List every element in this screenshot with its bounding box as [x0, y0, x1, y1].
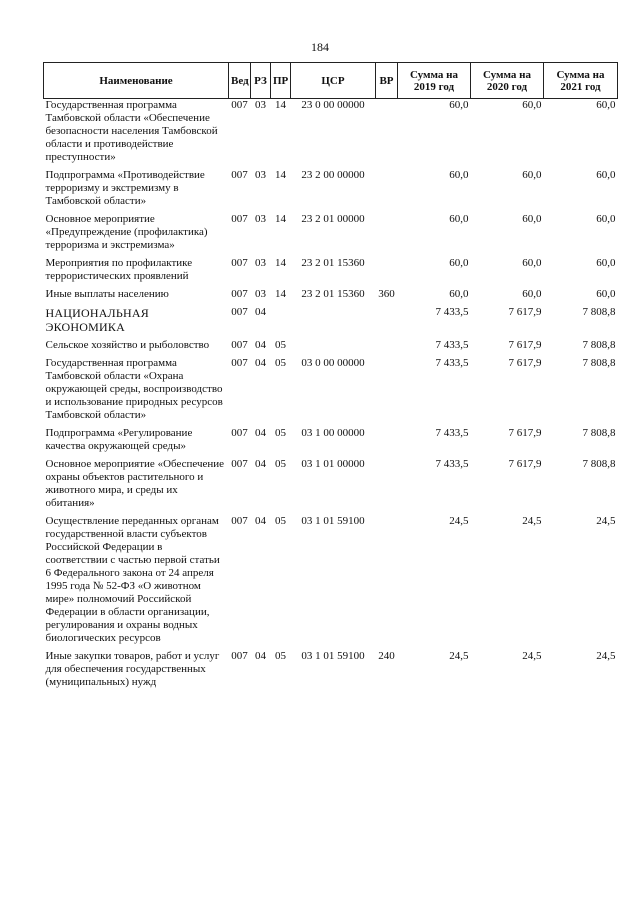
header-vr: ВР — [376, 63, 398, 99]
cell-ved: 007 — [231, 213, 248, 225]
cell-rz: 03 — [255, 169, 266, 181]
cell-rz: 04 — [255, 357, 266, 369]
cell-y2020: 60,0 — [522, 288, 542, 300]
cell-y2021: 7 808,8 — [582, 306, 616, 318]
cell-csr — [291, 306, 376, 339]
cell-csr: 03 0 00 00000 — [301, 357, 365, 369]
header-2020: Сумма на 2020 год — [471, 63, 544, 99]
cell-name: Мероприятия по профилактике террористических проявлений — [45, 257, 193, 282]
cell-name: Иные закупки товаров, работ и услуг для обеспечения государственных (муниципальных) нужд — [45, 650, 220, 688]
cell-csr: 03 1 01 59100 — [301, 650, 365, 662]
header-2021: Сумма на 2021 год — [544, 63, 618, 99]
cell-y2021: 60,0 — [596, 257, 616, 269]
cell-vr — [376, 427, 398, 458]
cell-rz: 04 — [255, 650, 266, 662]
table-row — [44, 650, 618, 694]
cell-vr — [376, 357, 398, 427]
cell-vr: 360 — [378, 288, 395, 300]
cell-pr: 05 — [275, 458, 286, 470]
cell-csr: 03 1 00 00000 — [301, 427, 365, 439]
cell-y2019: 24,5 — [449, 650, 469, 662]
table-row — [44, 257, 618, 288]
cell-vr — [376, 339, 398, 357]
cell-y2021: 60,0 — [596, 169, 616, 181]
cell-csr: 23 2 00 00000 — [301, 169, 365, 181]
cell-y2021: 60,0 — [596, 288, 616, 300]
cell-y2019: 60,0 — [449, 257, 469, 269]
cell-y2019: 7 433,5 — [435, 427, 469, 439]
cell-y2021: 7 808,8 — [582, 458, 616, 470]
cell-y2020: 60,0 — [522, 257, 542, 269]
cell-y2020: 60,0 — [522, 213, 542, 225]
cell-y2020: 7 617,9 — [508, 306, 542, 318]
table-row — [44, 306, 618, 339]
cell-csr: 23 0 00 00000 — [301, 99, 365, 111]
cell-vr — [376, 458, 398, 515]
table-row — [44, 213, 618, 257]
cell-y2021: 24,5 — [596, 515, 616, 527]
cell-rz: 03 — [255, 213, 266, 225]
cell-csr: 03 1 01 00000 — [301, 458, 365, 470]
cell-ved: 007 — [231, 458, 248, 470]
page-number: 184 — [311, 40, 329, 54]
cell-ved: 007 — [231, 306, 248, 318]
cell-y2019: 60,0 — [449, 288, 469, 300]
table-body — [44, 99, 618, 695]
cell-vr — [376, 99, 398, 170]
cell-csr — [291, 339, 376, 357]
header-csr: ЦСР — [291, 63, 376, 99]
cell-vr — [376, 213, 398, 257]
table-row — [44, 288, 618, 306]
cell-y2021: 24,5 — [596, 650, 616, 662]
cell-csr: 23 2 01 15360 — [301, 288, 365, 300]
cell-y2019: 60,0 — [449, 99, 469, 111]
cell-y2020: 7 617,9 — [508, 339, 542, 351]
cell-vr — [376, 169, 398, 213]
cell-y2020: 7 617,9 — [508, 427, 542, 439]
cell-ved: 007 — [231, 515, 248, 527]
cell-name: Государственная программа Тамбовской области «Охрана окружающей среды, воспроизводство и использование природных ресурсов Тамбовской области» — [45, 357, 223, 421]
cell-rz: 04 — [255, 339, 266, 351]
cell-name: Государственная программа Тамбовской области «Обеспечение безопасности населения Тамбовской области и противодействие преступности» — [45, 99, 218, 163]
cell-y2020: 7 617,9 — [508, 357, 542, 369]
cell-csr: 23 2 01 15360 — [301, 257, 365, 269]
cell-rz: 04 — [255, 427, 266, 439]
cell-pr: 05 — [275, 427, 286, 439]
header-name: Наименование — [44, 63, 229, 99]
cell-rz: 04 — [255, 458, 266, 470]
header-pr: ПР — [271, 63, 291, 99]
table-row — [44, 427, 618, 458]
cell-pr — [271, 306, 291, 339]
cell-rz: 03 — [255, 99, 266, 111]
cell-pr: 05 — [275, 357, 286, 369]
cell-ved: 007 — [231, 650, 248, 662]
cell-name: Основное мероприятие «Предупреждение (профилактика) терроризма и экстремизма» — [45, 213, 208, 251]
cell-y2020: 24,5 — [522, 650, 542, 662]
cell-name: Сельское хозяйство и рыболовство — [45, 339, 210, 351]
cell-name: Иные выплаты населению — [45, 288, 169, 300]
cell-name: Подпрограмма «Противодействие терроризму и экстремизму в Тамбовской области» — [45, 169, 205, 207]
cell-ved: 007 — [231, 99, 248, 111]
table-row — [44, 99, 618, 170]
table-row — [44, 515, 618, 650]
cell-pr: 05 — [275, 515, 286, 527]
table-row — [44, 339, 618, 357]
cell-ved: 007 — [231, 169, 248, 181]
cell-pr: 14 — [275, 99, 286, 111]
table-row — [44, 458, 618, 515]
cell-rz: 03 — [255, 257, 266, 269]
cell-y2019: 7 433,5 — [435, 339, 469, 351]
cell-pr: 14 — [275, 169, 286, 181]
cell-y2020: 60,0 — [522, 169, 542, 181]
cell-ved: 007 — [231, 357, 248, 369]
cell-pr: 14 — [275, 288, 286, 300]
cell-y2021: 7 808,8 — [582, 339, 616, 351]
cell-vr — [376, 515, 398, 650]
cell-y2019: 7 433,5 — [435, 306, 469, 318]
cell-y2021: 60,0 — [596, 99, 616, 111]
header-2019: Сумма на 2019 год — [398, 63, 471, 99]
cell-name: Основное мероприятие «Обеспечение охраны объектов растительного и животного мира, и среды их обитания» — [45, 458, 225, 509]
cell-y2020: 24,5 — [522, 515, 542, 527]
cell-csr: 23 2 01 00000 — [301, 213, 365, 225]
cell-ved: 007 — [231, 288, 248, 300]
table-row — [44, 169, 618, 213]
cell-vr: 240 — [378, 650, 395, 662]
cell-ved: 007 — [231, 339, 248, 351]
cell-vr — [376, 257, 398, 288]
cell-y2021: 7 808,8 — [582, 357, 616, 369]
cell-rz: 04 — [255, 515, 266, 527]
cell-y2021: 60,0 — [596, 213, 616, 225]
cell-y2020: 7 617,9 — [508, 458, 542, 470]
header-ved: Вед — [229, 63, 251, 99]
table-header — [44, 63, 618, 99]
table-row — [44, 357, 618, 427]
cell-y2019: 60,0 — [449, 169, 469, 181]
cell-pr: 05 — [275, 650, 286, 662]
header-rz: РЗ — [251, 63, 271, 99]
budget-table — [43, 62, 618, 694]
cell-y2019: 60,0 — [449, 213, 469, 225]
cell-y2019: 7 433,5 — [435, 357, 469, 369]
cell-y2021: 7 808,8 — [582, 427, 616, 439]
cell-pr: 14 — [275, 213, 286, 225]
cell-y2019: 7 433,5 — [435, 458, 469, 470]
cell-name: НАЦИОНАЛЬНАЯ ЭКОНОМИКА — [45, 306, 149, 334]
cell-name: Подпрограмма «Регулирование качества окружающей среды» — [45, 427, 193, 452]
cell-name: Осуществление переданных органам государственной власти субъектов Российской Федерации в соответствии с частью первой статьи 6 Федерального закона от 24 апреля 1995 года № 52-ФЗ «О животном мире» полномочий Российской Федерации в области организации, регулирования и охраны водных биологических ресурсов — [45, 515, 220, 644]
cell-csr: 03 1 01 59100 — [301, 515, 365, 527]
cell-pr: 05 — [275, 339, 286, 351]
cell-rz: 03 — [255, 288, 266, 300]
cell-y2020: 60,0 — [522, 99, 542, 111]
cell-pr: 14 — [275, 257, 286, 269]
cell-ved: 007 — [231, 427, 248, 439]
cell-rz: 04 — [255, 306, 266, 318]
cell-vr — [376, 306, 398, 339]
cell-ved: 007 — [231, 257, 248, 269]
cell-y2019: 24,5 — [449, 515, 469, 527]
